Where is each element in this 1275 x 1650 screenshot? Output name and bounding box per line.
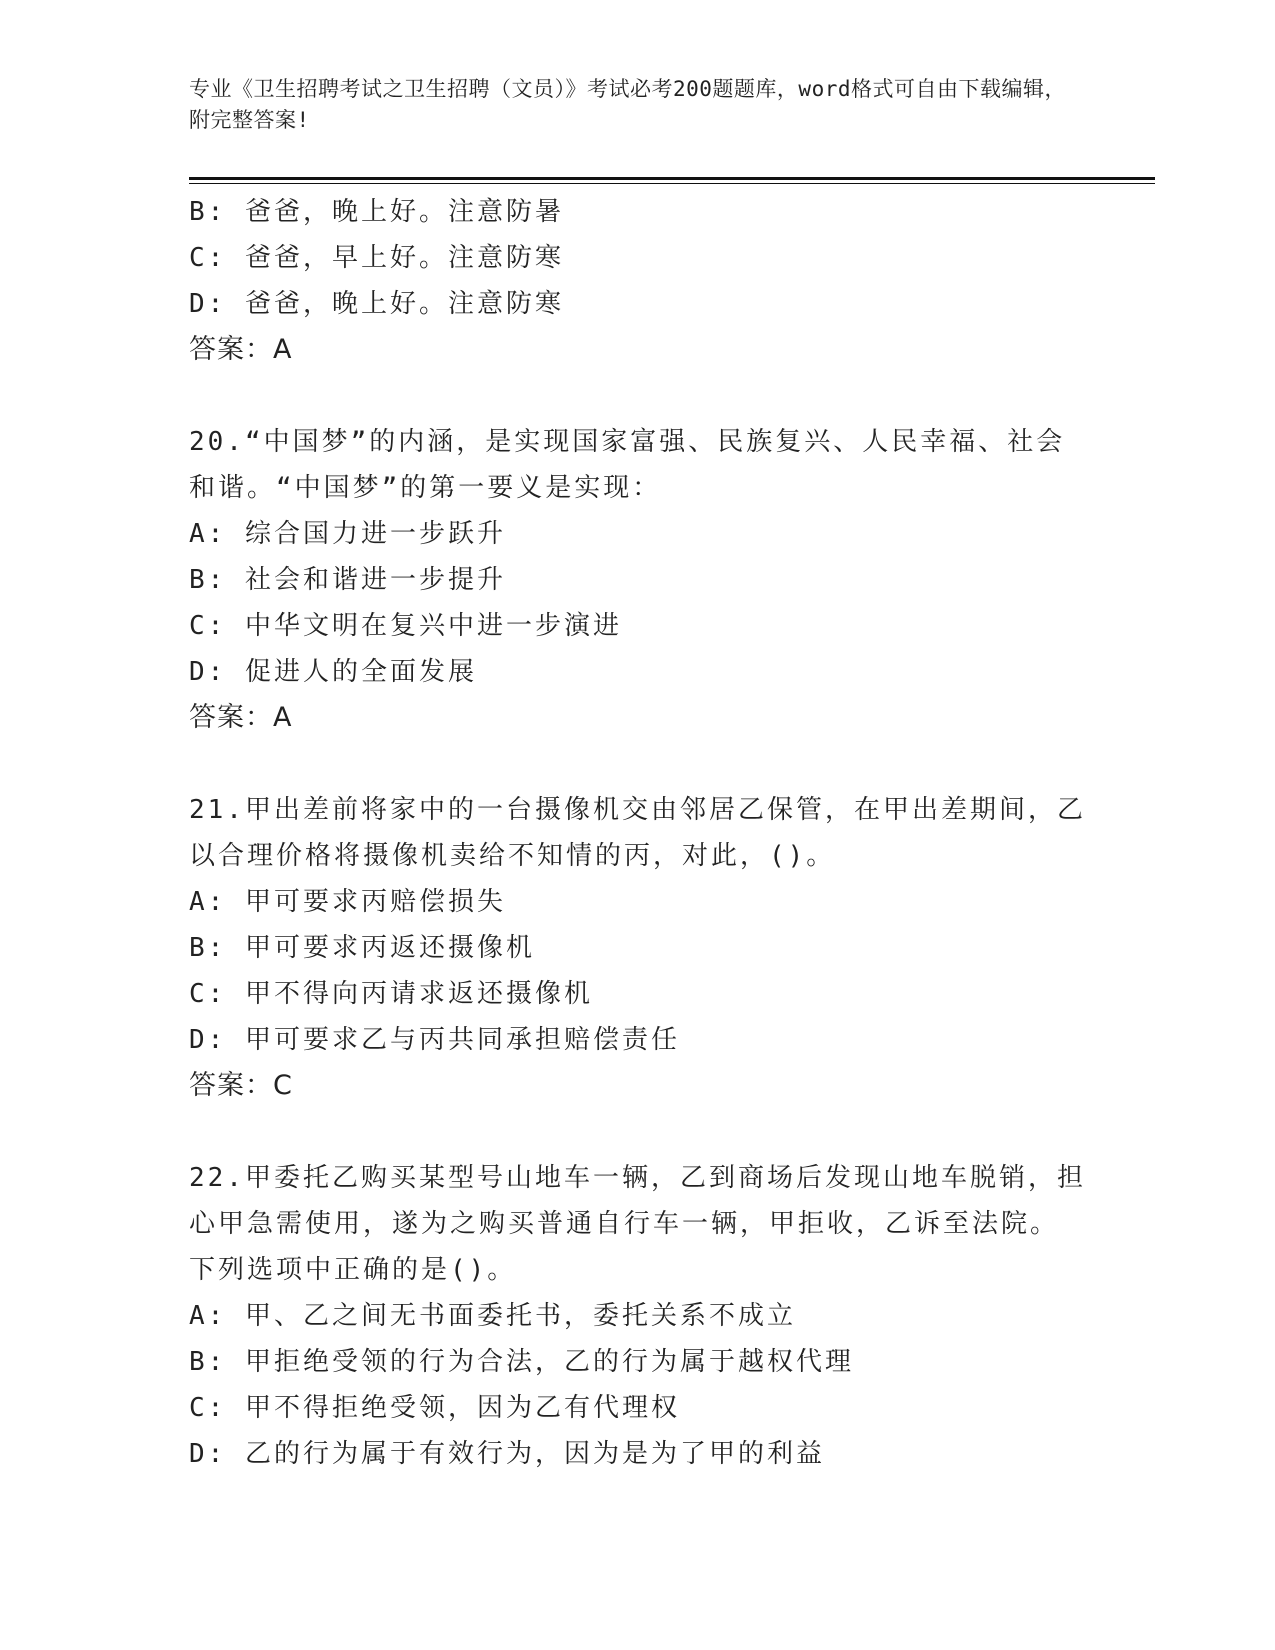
answer-line: 答案：A (189, 702, 293, 733)
option-a: A: 综合国力进一步跃升 (189, 519, 506, 549)
spacer (189, 1109, 1089, 1155)
option-c: C: 中华文明在复兴中进一步演进 (189, 611, 622, 641)
option-c: C: 甲不得向丙请求返还摄像机 (189, 979, 593, 1009)
option-b: B: 甲拒绝受领的行为合法，乙的行为属于越权代理 (189, 1347, 854, 1377)
header-divider-thin (189, 183, 1155, 184)
answer-line: 答案：C (189, 1070, 293, 1101)
question-22 (189, 1155, 1089, 1477)
option-b: B: 社会和谐进一步提升 (189, 565, 506, 595)
question-text: 20.“中国梦”的内涵，是实现国家富强、民族复兴、人民幸福、社会 和谐。“中国梦”的第一要义是实现： (189, 427, 1066, 503)
option-c: C: 爸爸，早上好。注意防寒 (189, 243, 564, 273)
header-divider-thick (189, 177, 1155, 180)
option-d: D: 甲可要求乙与丙共同承担赔偿责任 (189, 1025, 680, 1055)
option-c: C: 甲不得拒绝受领，因为乙有代理权 (189, 1393, 680, 1423)
question-text: 22.甲委托乙购买某型号山地车一辆，乙到商场后发现山地车脱销，担 心甲急需使用，遂为之购买普通自行车一辆，甲拒收，乙诉至法院。 下列选项中正确的是()。 (189, 1163, 1086, 1285)
question-20 (189, 419, 1089, 741)
option-b: B: 甲可要求丙返还摄像机 (189, 933, 535, 963)
option-d: D: 乙的行为属于有效行为，因为是为了甲的利益 (189, 1439, 825, 1469)
answer-line: 答案：A (189, 334, 293, 365)
spacer (189, 373, 1089, 419)
question-text: 21.甲出差前将家中的一台摄像机交由邻居乙保管，在甲出差期间，乙 以合理价格将摄像机卖给不知情的丙，对此，()。 (189, 795, 1086, 871)
previous-question-options (189, 189, 1089, 327)
option-d: D: 爸爸，晚上好。注意防寒 (189, 289, 564, 319)
option-d: D: 促进人的全面发展 (189, 657, 477, 687)
spacer (189, 741, 1089, 787)
option-a: A: 甲、乙之间无书面委托书，委托关系不成立 (189, 1301, 796, 1331)
question-21 (189, 787, 1089, 1109)
option-a: A: 甲可要求丙赔偿损失 (189, 887, 506, 917)
option-b: B: 爸爸，晚上好。注意防暑 (189, 197, 564, 227)
document-header: 专业《卫生招聘考试之卫生招聘（文员）》考试必考200题题库，word格式可自由下载编辑，附完整答案! (189, 77, 1066, 132)
question-content (189, 189, 1089, 1477)
